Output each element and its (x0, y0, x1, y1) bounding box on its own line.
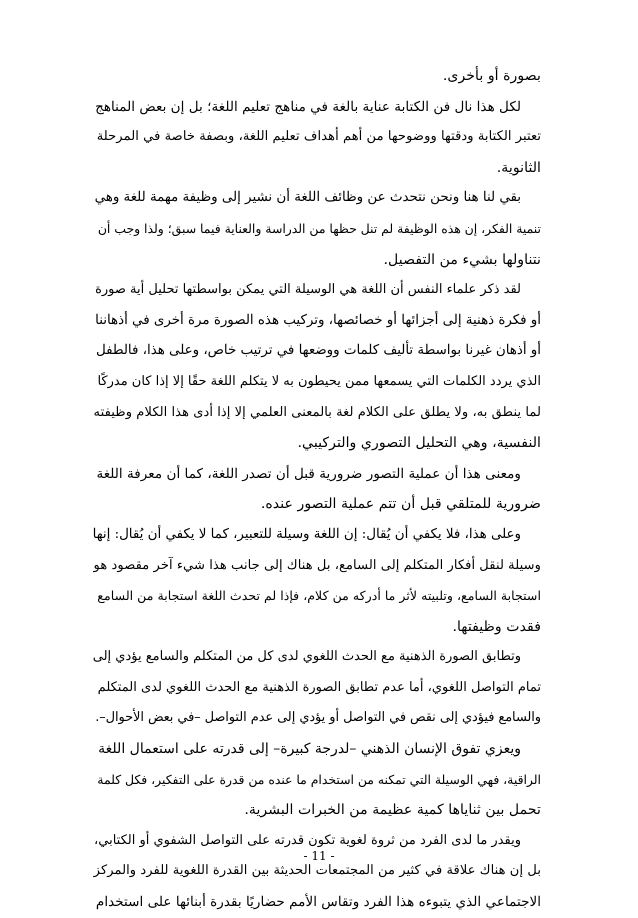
text-line: أو فكرة ذهنية إلى أجزائها أو خصائصها، وتركيب هذه الصورة مرة أخرى في أذهاننا (95, 312, 541, 328)
text-line: تعتبر الكتابة ودقتها ووضوحها من أهم أهداف تعليم اللغة، وبصفة خاصة في المرحلة (96, 129, 541, 145)
text-line: النفسية، وهي التحليل التصوري والتركيبي. (297, 435, 541, 452)
page-number: - 11 - (303, 849, 335, 863)
text-line: وعلى هذا، فلا يكفي أن يُقال: إن اللغة وسيلة للتعبير، كما لا يكفي أن يُقال: إنها (93, 526, 521, 542)
text-line: وسيلة لنقل أفكار المتكلم إلى السامع، بل هناك إلى جانب هذا شيء آخر مقصود هو (93, 557, 541, 573)
text-line: الراقية، فهي الوسيلة التي تمكنه من استخدام ما عنده من قدرة على التفكير، فكل كلمة (97, 771, 541, 787)
text-line: استجابة السامع، وتلبيته لأثر ما أدركه من كلام، فإذا لم تحدث اللغة استجابة من السامع (97, 588, 541, 604)
text-line: بقي لنا هنا ونحن نتحدث عن وظائف اللغة أن نشير إلى وظيفة مهمة للغة وهي (94, 190, 521, 206)
text-line: بل إن هناك علاقة في كثير من المجتمعات الحديثة بين القدرة اللغوية للفرد والمركز (93, 863, 541, 879)
text-line: الاجتماعي الذي يتبوءه هذا الفرد وتقاس الأمم حضاريًا بقدرة أبنائها على استخدام (95, 894, 541, 911)
text-line: تنمية الفكر، إن هذه الوظيفة لم تنل حظها من الدراسة والعناية فيما سبق؛ ولذا وجب أن (97, 220, 541, 236)
text-line: لقد ذكر علماء النفس أن اللغة هي الوسيلة التي يمكن بواسطتها تحليل أية صورة (95, 282, 521, 298)
text-line: أو أذهان غيرنا بواسطة تأليف كلمات ووضعها في ترتيب خاص، وعلى هذا، فالطفل (95, 343, 541, 359)
text-line: تمام التواصل اللغوي، أما عدم تطابق الصورة الذهنية مع الحدث اللغوي لدى المتكلم (97, 679, 541, 695)
text-line: وتطابق الصورة الذهنية مع الحدث اللغوي لدى كل من المتكلم والسامع يؤدي إلى (93, 649, 521, 665)
text-line: ويقدر ما لدى الفرد من ثروة لغوية تكون قدرته على التواصل الشفوي أو الكتابي، (94, 832, 521, 848)
text-line: فقدت وظيفتها. (452, 618, 541, 635)
text-line: نتناولها بشيء من التفصيل. (383, 251, 541, 268)
text-line: ويعزي تفوق الإنسان الذهني –لدرجة كبيرة– إلى قدرته على استعمال اللغة (98, 741, 521, 758)
text-line: لما ينطق به، ولا يطلق على الكلام لغة بالمعنى العلمي إلا إذا أدى هذا الكلام وظيفته (93, 404, 541, 420)
text-line: بصورة أو بأخرى. (442, 68, 541, 84)
text-line: الذي يردد الكلمات التي يسمعها ممن يحيطون به لا يتكلم اللغة حقًا إلا إذا كان مدركًا (97, 373, 541, 389)
text-line: لكل هذا نال فن الكتابة عناية بالغة في مناهج تعليم اللغة؛ بل إن بعض المناهج (95, 98, 521, 115)
text-line: الثانوية. (496, 159, 541, 176)
text-line: ومعنى هذا أن عملية التصور ضرورية قبل أن تصدر اللغة، كما أن معرفة اللغة (96, 465, 521, 482)
text-line: ضرورية للمتلقي قبل أن تتم عملية التصور عنده. (260, 496, 541, 513)
text-line: والسامع فيؤدي إلى نقص في التواصل أو يؤدي إلى عدم التواصل –في بعض الأحوال–. (95, 710, 541, 726)
text-line: تحمل بين ثناياها كمية عظيمة من الخبرات البشرية. (244, 802, 541, 819)
body-text (93, 61, 541, 918)
